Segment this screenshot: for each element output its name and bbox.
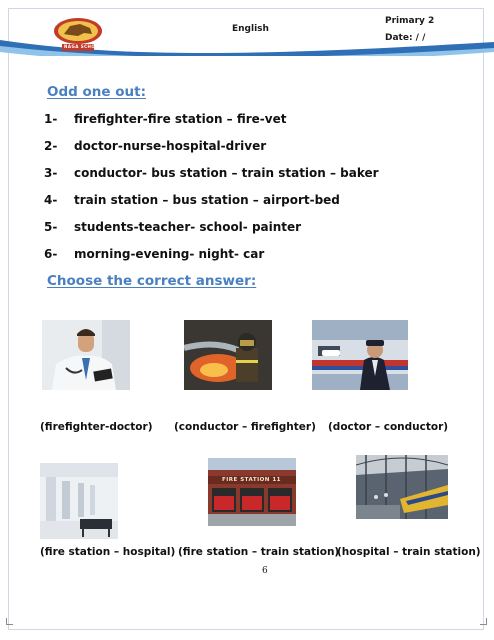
hospital-ward-photo xyxy=(40,463,118,539)
question-text: train station – bus station – airport-bed xyxy=(74,193,340,207)
answer-options-5[interactable]: (fire station – train station) xyxy=(178,546,340,558)
question-text: students-teacher- school- painter xyxy=(74,220,302,234)
question-row-4 xyxy=(44,193,340,207)
question-number: 1- xyxy=(44,112,58,126)
question-number: 4- xyxy=(44,193,58,207)
question-row-6 xyxy=(44,247,264,261)
date-label: Date: / / xyxy=(385,33,426,43)
question-text: firefighter-fire station – fire-vet xyxy=(74,112,287,126)
choose-answer-title: Choose the correct answer: xyxy=(47,273,257,289)
answer-options-6[interactable]: (hospital – train station) xyxy=(337,546,481,558)
subject-label: English xyxy=(232,24,269,34)
answer-options-1[interactable]: (firefighter-doctor) xyxy=(40,421,153,433)
grade-label: Primary 2 xyxy=(385,16,435,26)
page-number: 6 xyxy=(262,566,268,576)
doctor-photo xyxy=(42,320,130,390)
school-logo xyxy=(50,14,106,54)
corner-mark-bottom-left xyxy=(6,618,13,625)
question-number: 3- xyxy=(44,166,58,180)
fire-station-photo xyxy=(208,458,296,526)
question-number: 2- xyxy=(44,139,58,153)
corner-mark-bottom-right xyxy=(480,618,487,625)
question-row-2 xyxy=(44,139,266,153)
answer-options-4[interactable]: (fire station – hospital) xyxy=(40,546,176,558)
firefighter-photo xyxy=(184,320,272,390)
question-row-1 xyxy=(44,112,286,126)
question-text: morning-evening- night- car xyxy=(74,247,265,261)
question-text: doctor-nurse-hospital-driver xyxy=(74,139,267,153)
page-header xyxy=(0,0,494,56)
question-number: 6- xyxy=(44,247,58,261)
fire-station-sign: FIRE STATION 11 xyxy=(222,477,281,483)
question-number: 5- xyxy=(44,220,58,234)
logo-text: NAGA SCHOOL xyxy=(64,44,103,49)
train-station-photo xyxy=(356,455,448,519)
question-row-5 xyxy=(44,220,301,234)
answer-options-3[interactable]: (doctor – conductor) xyxy=(328,421,449,433)
odd-one-out-title: Odd one out: xyxy=(47,84,146,100)
answer-options-2[interactable]: (conductor – firefighter) xyxy=(174,421,316,433)
question-text: conductor- bus station – train station – baker xyxy=(74,166,379,180)
question-row-3 xyxy=(44,166,379,180)
conductor-photo xyxy=(312,320,408,390)
